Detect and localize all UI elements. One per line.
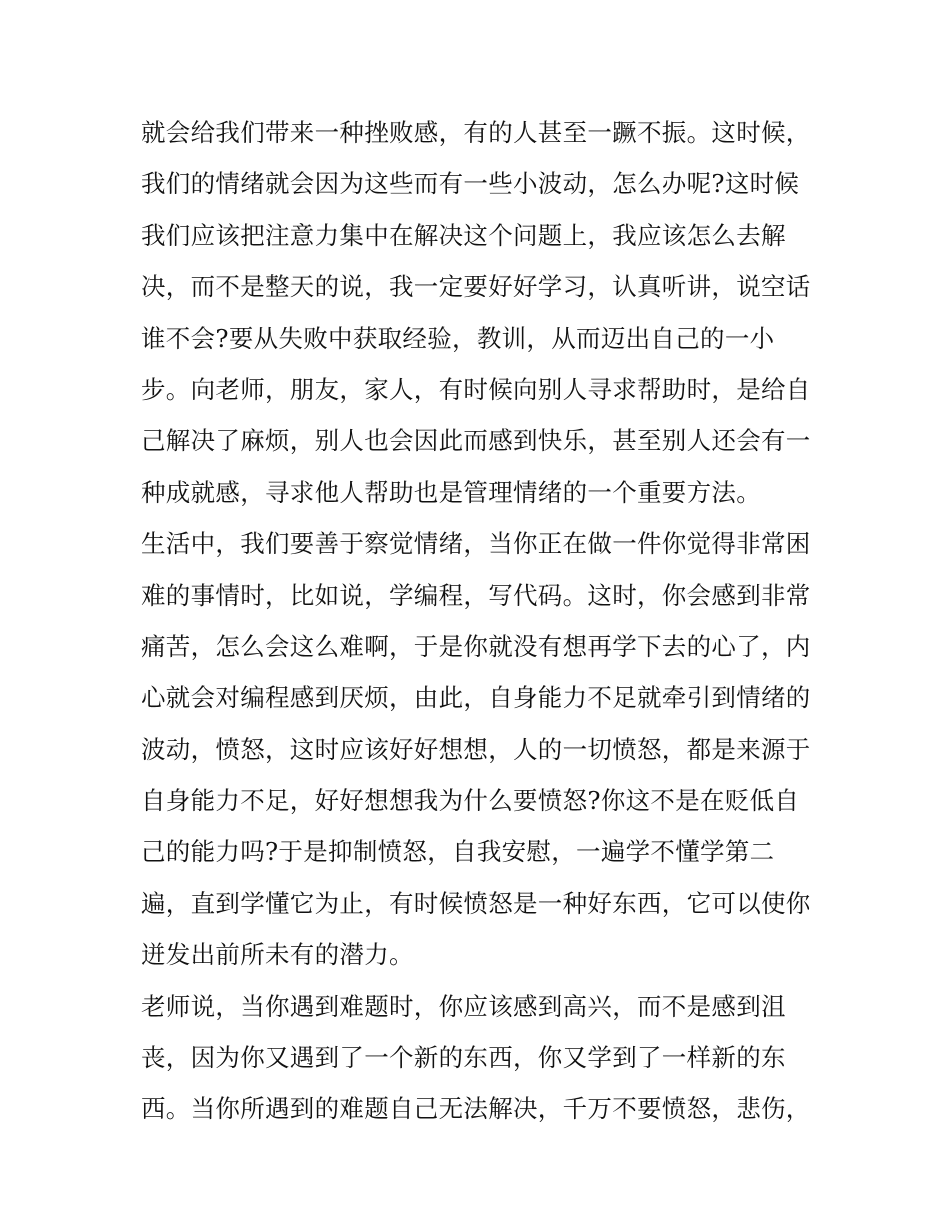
text-line: 谁不会?要从失败中获取经验，教训，从而迈出自己的一小 [141, 323, 775, 353]
text-line: 就会给我们带来一种挫败感，有的人甚至一蹶不振。这时候， [141, 118, 811, 147]
text-line: 种成就感，寻求他人帮助也是管理情绪的一个重要方法。 [141, 477, 761, 507]
text-line: 我们应该把注意力集中在解决这个问题上，我应该怎么去解 [141, 220, 786, 250]
text-line: 痛苦，怎么会这么难啊，于是你就没有想再学下去的心了，内 [141, 631, 811, 661]
text-line: 己解决了麻烦，别人也会因此而感到快乐，甚至别人还会有一 [141, 426, 811, 456]
text-line: 迸发出前所未有的潜力。 [141, 940, 414, 970]
text-line: 老师说，当你遇到难题时，你应该感到高兴，而不是感到沮 [141, 991, 786, 1021]
text-line: 丧，因为你又遇到了一个新的东西，你又学到了一样新的东 [141, 1043, 786, 1073]
text-line: 生活中，我们要善于察觉情绪，当你正在做一件你觉得非常困 [141, 529, 811, 559]
text-line: 心就会对编程感到厌烦，由此，自身能力不足就牵引到情绪的 [141, 683, 811, 713]
text-line: 我们的情绪就会因为这些而有一些小波动，怎么办呢?这时候 [141, 169, 800, 199]
text-line: 难的事情时，比如说，学编程，写代码。这时，你会感到非常 [141, 580, 811, 610]
text-line: 自身能力不足，好好想想我为什么要愤怒?你这不是在贬低自 [141, 786, 800, 816]
text-line: 遍，直到学懂它为止，有时候愤怒是一种好东西，它可以使你 [141, 888, 811, 918]
text-line: 己的能力吗?于是抑制愤怒，自我安慰，一遍学不懂学第二 [141, 837, 775, 867]
body-text [141, 107, 821, 1135]
text-line: 西。当你所遇到的难题自己无法解决，千万不要愤怒，悲伤， [141, 1094, 811, 1124]
text-line: 决，而不是整天的说，我一定要好好学习，认真听讲，说空话 [141, 272, 811, 302]
text-line: 波动，愤怒，这时应该好好想想，人的一切愤怒，都是来源于 [141, 734, 811, 764]
text-line: 步。向老师，朋友，家人，有时候向别人寻求帮助时，是给自 [141, 374, 811, 404]
